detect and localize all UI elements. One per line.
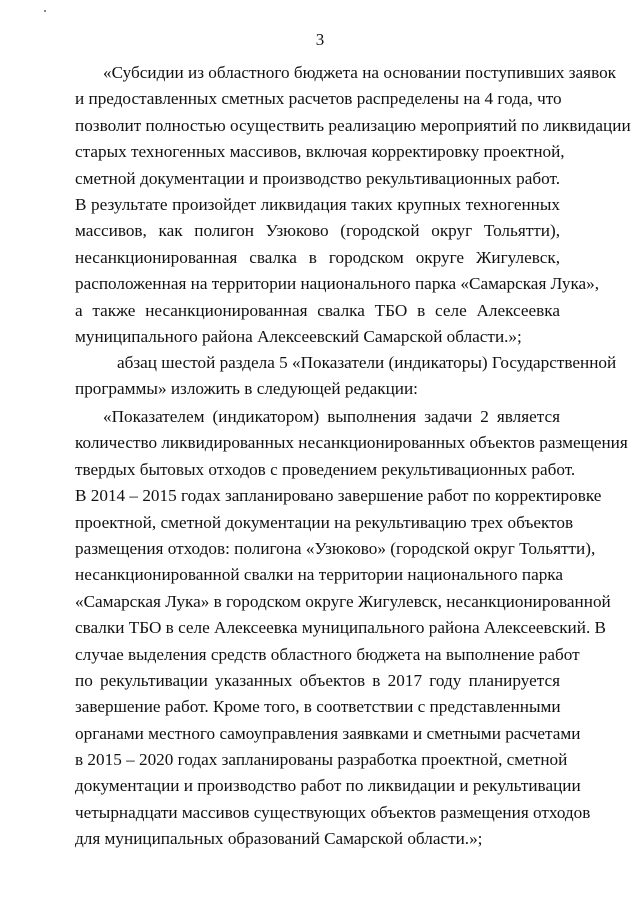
text-line: завершение работ. Кроме того, в соответствии с представленными bbox=[75, 697, 561, 717]
text-line: и предоставленных сметных расчетов распределены на 4 года, что bbox=[75, 89, 562, 109]
text-line: количество ликвидированных несанкционированных объектов размещения bbox=[75, 433, 628, 453]
paragraph-indicator bbox=[75, 404, 628, 853]
text-line: позволит полностью осуществить реализацию мероприятий по ликвидации bbox=[75, 115, 631, 135]
scan-mark bbox=[44, 10, 46, 12]
text-line: несанкционированной свалки на территории национального парка bbox=[75, 565, 564, 585]
text-line: проектной, сметной документации на рекультивацию трех объектов bbox=[75, 512, 574, 532]
text-line: программы» изложить в следующей редакции: bbox=[75, 379, 418, 399]
text-line: случае выделения средств областного бюджета на выполнение работ bbox=[75, 644, 580, 664]
paragraph-amendment bbox=[75, 350, 617, 403]
text-line: твердых бытовых отходов с проведением рекультивационных работ. bbox=[75, 459, 576, 479]
page-number: 3 bbox=[315, 30, 325, 49]
text-line: для муниципальных образований Самарской области.»; bbox=[75, 829, 483, 849]
text-line: документации и производство работ по ликвидации и рекультивации bbox=[75, 776, 581, 796]
text-line: органами местного самоуправления заявками и сметными расчетами bbox=[75, 723, 581, 743]
text-line: В 2014 – 2015 годах запланировано завершение работ по корректировке bbox=[75, 486, 602, 506]
text-line: «Субсидии из областного бюджета на основании поступивших заявок bbox=[103, 63, 617, 82]
text-line: четырнадцати массивов существующих объектов размещения отходов bbox=[75, 802, 591, 822]
text-line: а также несанкционированная свалка ТБО в селе Алексеевка bbox=[75, 300, 560, 320]
text-line: сметной документации и производство рекультивационных работ. bbox=[75, 168, 560, 188]
text-line: в 2015 – 2020 годах запланированы разработка проектной, сметной bbox=[75, 750, 568, 770]
text-line: свалки ТБО в селе Алексеевка муниципального района Алексеевский. В bbox=[75, 618, 607, 638]
text-line: массивов, как полигон Узюково (городской округ Тольятти), bbox=[75, 221, 560, 241]
paragraph-subsidies bbox=[75, 60, 631, 350]
text-line: по рекультивации указанных объектов в 2017 году планируется bbox=[75, 670, 560, 690]
text-line: несанкционированная свалка в городском округе Жигулевск, bbox=[75, 247, 560, 267]
text-line: абзац шестой раздела 5 «Показатели (индикаторы) Государственной bbox=[117, 353, 617, 372]
text-line: «Показателем (индикатором) выполнения задачи 2 является bbox=[103, 407, 560, 426]
text-line: В результате произойдет ликвидация таких крупных техногенных bbox=[75, 194, 560, 214]
text-line: расположенная на территории национального парка «Самарская Лука», bbox=[75, 274, 600, 294]
text-line: старых техногенных массивов, включая корректировку проектной, bbox=[75, 142, 565, 162]
text-line: «Самарская Лука» в городском округе Жигулевск, несанкционированной bbox=[75, 591, 611, 611]
text-line: муниципального района Алексеевский Самарской области.»; bbox=[75, 326, 522, 346]
text-line: размещения отходов: полигона «Узюково» (городской округ Тольятти), bbox=[75, 538, 596, 558]
